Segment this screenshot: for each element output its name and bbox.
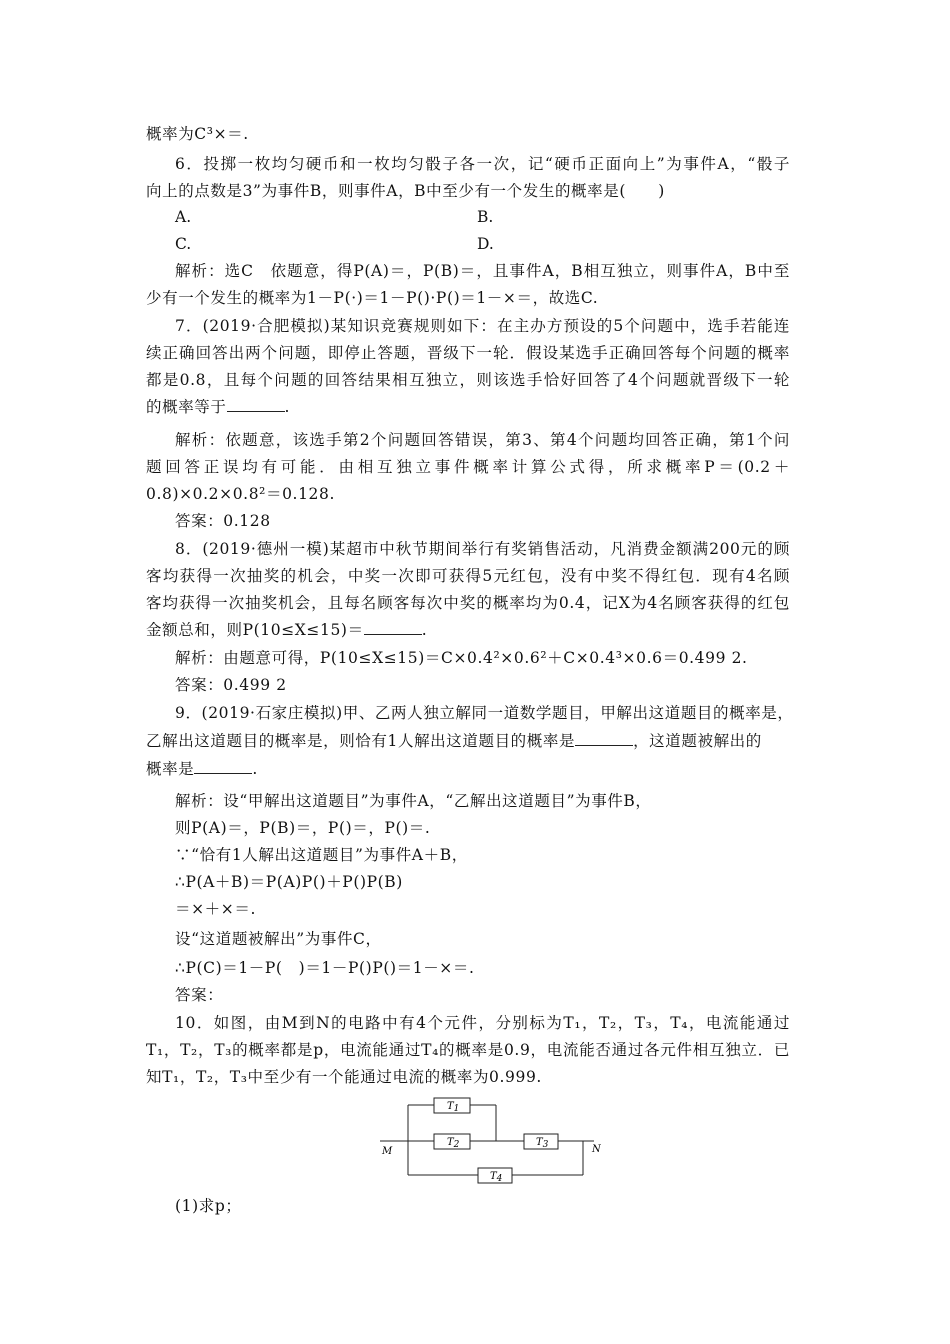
answer-blank bbox=[364, 620, 422, 635]
label-n: N bbox=[592, 1144, 601, 1155]
question-8: 8．(2019·德州一模)某超市中秋节期间举行有奖销售活动，凡消费金额满200元的顾 bbox=[175, 540, 790, 558]
answer-blank bbox=[227, 397, 285, 412]
text-fragment: 概率是 bbox=[146, 760, 195, 778]
question-9: 9．(2019·石家庄模拟)甲、乙两人独立解同一道数学题目，甲解出这道题目的概率是， bbox=[175, 704, 794, 722]
text-line bbox=[146, 731, 790, 751]
svg-text:T4 bbox=[490, 1171, 503, 1184]
svg-text:T1 bbox=[447, 1101, 459, 1114]
question-10: 10．如图，由M到N的电路中有4个元件，分别标为T₁，T₂，T₃，T₄，电流能通过 bbox=[175, 1014, 790, 1032]
text-line: 概率为C³×＝. bbox=[146, 125, 249, 143]
question-7: 7．(2019·合肥模拟)某知识竞赛规则如下：在主办方预设的5个问题中，选手若能连 bbox=[175, 317, 790, 335]
text-line bbox=[146, 759, 790, 779]
question-10-part-1: (1)求p； bbox=[175, 1197, 242, 1215]
svg-text:T3 bbox=[536, 1137, 549, 1150]
t3-label: T bbox=[536, 1137, 543, 1148]
text-line: 0.8)×0.2×0.8²＝0.128. bbox=[146, 485, 335, 503]
answer-7: 答案：0.128 bbox=[175, 512, 271, 530]
option-b: B. bbox=[477, 208, 494, 226]
text-line: 题回答正误均有可能．由相互独立事件概率计算公式得，所求概率P＝(0.2＋ bbox=[146, 458, 790, 476]
text-fragment: ，这道题被解出的 bbox=[633, 732, 762, 750]
text-line: 客均获得一次抽奖的机会，中奖一次即可获得5元红包，没有中奖不得红包．现有4名顾 bbox=[146, 567, 790, 585]
label-m: M bbox=[382, 1146, 393, 1157]
circuit-diagram bbox=[370, 1094, 620, 1186]
text-line: T₁，T₂，T₃的概率都是p，电流能通过T₄的概率是0.9，电流能否通过各元件相互独立．已 bbox=[146, 1041, 790, 1059]
text-line: 向上的点数是3”为事件B，则事件A，B中至少有一个发生的概率是( ) bbox=[146, 182, 665, 200]
t4-label: T bbox=[490, 1171, 497, 1182]
answer-blank bbox=[194, 759, 252, 774]
text-fragment: 乙解出这道题目的概率是，则恰有1人解出这道题目的概率是 bbox=[146, 732, 576, 750]
t1-subscript: 1 bbox=[453, 1104, 460, 1114]
t1-label: T bbox=[447, 1101, 454, 1112]
t2-label: T bbox=[447, 1137, 454, 1148]
text-line: 续正确回答出两个问题，即停止答题，晋级下一轮．假设某选手正确回答每个问题的概率 bbox=[146, 344, 790, 362]
text-line: ∵“恰有1人解出这道题目”为事件A＋B， bbox=[175, 846, 468, 864]
text-line: 则P(A)＝，P(B)＝，P()＝，P()＝. bbox=[175, 819, 431, 837]
text-line bbox=[146, 397, 790, 417]
solution-8: 解析：由题意可得，P(10≤X≤15)＝C×0.4²×0.6²＋C×0.4³×0.6＝0.499 2. bbox=[175, 649, 748, 667]
t4-subscript: 4 bbox=[496, 1174, 503, 1184]
svg-text:T2 bbox=[447, 1137, 460, 1150]
option-c: C. bbox=[175, 235, 192, 253]
solution-6: 解析：选C 依题意，得P(A)＝，P(B)＝，且事件A，B相互独立，则事件A，B中至 bbox=[175, 262, 790, 280]
text-fragment: 的概率等于 bbox=[146, 398, 227, 416]
text-fragment: . bbox=[252, 760, 258, 778]
text-fragment: 金额总和，则P(10≤X≤15)＝ bbox=[146, 621, 364, 639]
t3-subscript: 3 bbox=[542, 1140, 549, 1150]
answer-9: 答案： bbox=[175, 986, 224, 1004]
option-d: D. bbox=[477, 235, 494, 253]
text-line: 知T₁，T₂，T₃中至少有一个能通过电流的概率为0.999. bbox=[146, 1068, 542, 1086]
text-line bbox=[146, 620, 790, 640]
text-line: 客均获得一次抽奖机会，且每名顾客每次中奖的概率均为0.4，记X为4名顾客获得的红包 bbox=[146, 594, 790, 612]
text-fragment: . bbox=[284, 398, 291, 416]
text-line: ∴P(C)＝1－P( )＝1－P()P()＝1－×＝. bbox=[175, 959, 475, 977]
t2-subscript: 2 bbox=[453, 1140, 460, 1150]
text-fragment: . bbox=[421, 621, 428, 639]
text-line: 都是0.8，且每个问题的回答结果相互独立，则该选手恰好回答了4个问题就晋级下一轮 bbox=[146, 371, 790, 389]
option-a: A. bbox=[175, 208, 192, 226]
solution-7: 解析：依题意，该选手第2个问题回答错误，第3、第4个问题均回答正确，第1个问 bbox=[175, 431, 790, 449]
answer-8: 答案：0.499 2 bbox=[175, 676, 287, 694]
text-line: 少有一个发生的概率为1－P(·)＝1－P()·P()＝1－×＝，故选C. bbox=[146, 289, 599, 307]
text-line: ＝×＋×＝. bbox=[175, 900, 257, 918]
question-6: 6．投掷一枚均匀硬币和一枚均匀骰子各一次，记“硬币正面向上”为事件A，“骰子 bbox=[175, 155, 790, 173]
solution-9: 解析：设“甲解出这道题目”为事件A，“乙解出这道题目”为事件B， bbox=[175, 792, 652, 810]
text-line: 设“这道题被解出”为事件C， bbox=[175, 930, 382, 948]
answer-blank bbox=[575, 731, 633, 746]
text-line: ∴P(A＋B)＝P(A)P()＋P()P(B) bbox=[175, 873, 403, 891]
